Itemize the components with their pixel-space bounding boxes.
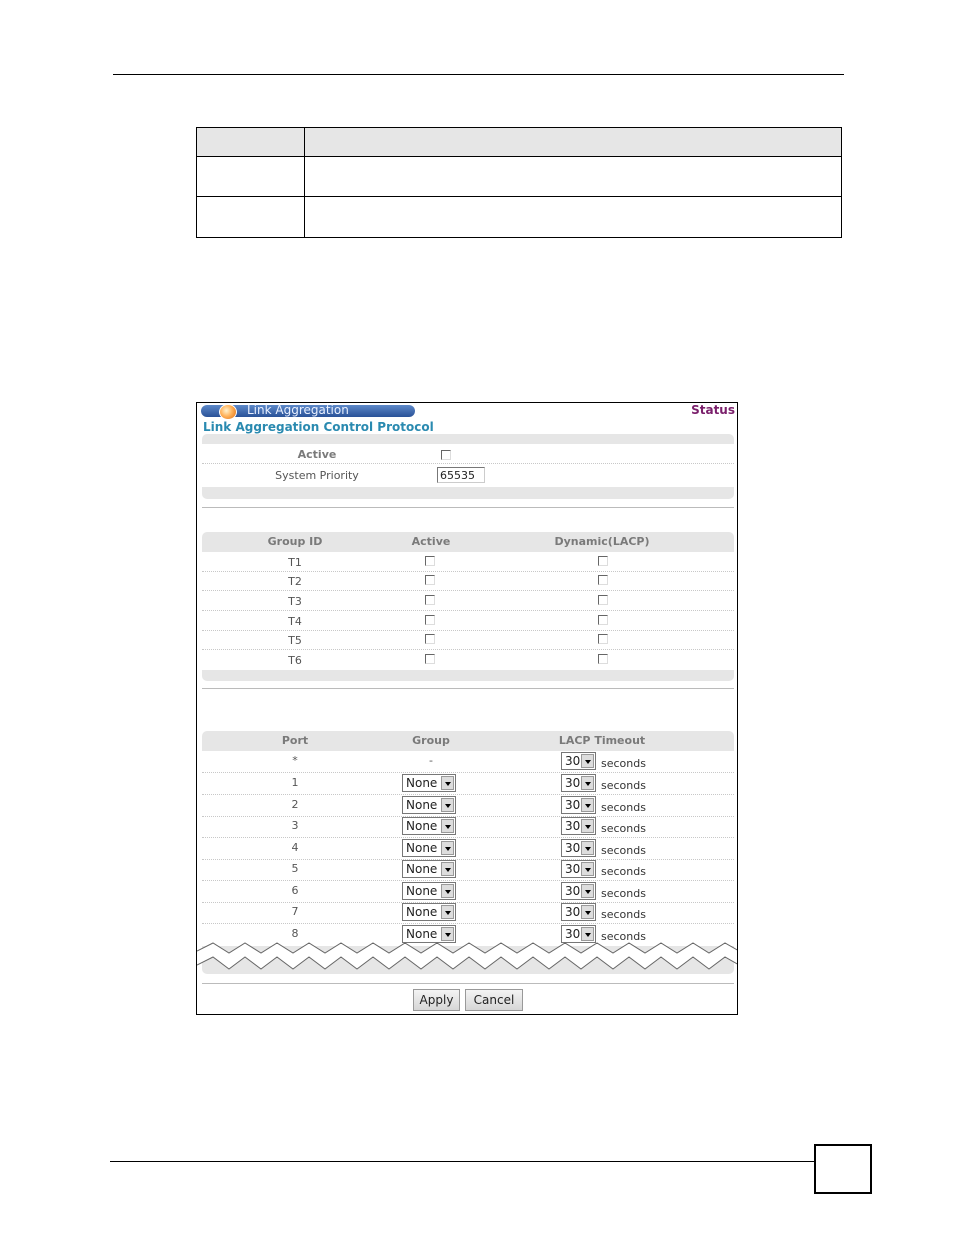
port-row — [202, 859, 734, 881]
group-select[interactable]: None — [402, 796, 456, 814]
group-id-header: Group ID — [267, 535, 323, 548]
status-link[interactable]: Status — [691, 403, 735, 417]
lacp-timeout-select[interactable]: 30 — [561, 903, 596, 921]
chevron-down-icon — [581, 776, 594, 790]
chevron-down-icon — [581, 905, 594, 919]
lacp-timeout-select[interactable]: 30 — [561, 752, 596, 770]
timeout-unit: seconds — [601, 908, 646, 921]
timeout-unit: seconds — [601, 757, 646, 770]
chevron-down-icon — [441, 862, 454, 876]
title-bar — [201, 405, 415, 417]
group-select[interactable]: None — [402, 925, 456, 943]
port-header: Port — [281, 734, 309, 747]
priority-row — [202, 464, 734, 487]
orb-icon — [219, 404, 237, 420]
lacp-timeout-select[interactable]: 30 — [561, 925, 596, 943]
torn-edge-break — [197, 941, 738, 975]
chevron-down-icon — [581, 841, 594, 855]
group-select[interactable]: None — [402, 882, 456, 900]
header-rule — [113, 74, 844, 75]
chevron-down-icon — [441, 927, 454, 941]
chevron-down-icon — [441, 776, 454, 790]
lacp-timeout-select[interactable]: 30 — [561, 817, 596, 835]
group-id: T4 — [288, 615, 302, 628]
group-active-checkbox[interactable] — [425, 634, 435, 644]
lacp-settings-panel — [202, 434, 734, 499]
group-id: T2 — [288, 575, 302, 588]
group-id: T5 — [288, 634, 302, 647]
group-dynamic-checkbox[interactable] — [598, 634, 608, 644]
group-select[interactable]: None — [402, 774, 456, 792]
group-select[interactable]: None — [402, 903, 456, 921]
lacp-timeout-select[interactable]: 30 — [561, 860, 596, 878]
port-number: 3 — [291, 819, 299, 832]
chevron-down-icon — [581, 819, 594, 833]
port-row — [202, 881, 734, 903]
screen-title: Link Aggregation — [247, 403, 349, 417]
group-id: T3 — [288, 595, 302, 608]
cancel-button[interactable]: Cancel — [465, 989, 523, 1011]
group-select[interactable]: None — [402, 860, 456, 878]
timeout-unit: seconds — [601, 887, 646, 900]
lacp-timeout-select[interactable]: 30 — [561, 882, 596, 900]
group-select[interactable]: None — [402, 817, 456, 835]
group-value: - — [429, 754, 433, 767]
group-dynamic-checkbox[interactable] — [598, 615, 608, 625]
port-row — [202, 795, 734, 817]
group-dynamic-checkbox[interactable] — [598, 575, 608, 585]
port-number: 7 — [291, 905, 299, 918]
group-row — [202, 552, 734, 572]
group-id: T1 — [288, 556, 302, 569]
lacp-active-checkbox[interactable] — [441, 450, 451, 460]
chevron-down-icon — [581, 798, 594, 812]
chevron-down-icon — [441, 819, 454, 833]
port-number: 6 — [291, 884, 299, 897]
timeout-unit: seconds — [601, 779, 646, 792]
group-active-checkbox[interactable] — [425, 615, 435, 625]
footer-rule — [110, 1161, 814, 1162]
doc-table-header — [197, 128, 841, 157]
group-id: T6 — [288, 654, 302, 667]
group-header: Group — [412, 734, 450, 747]
port-number: * — [292, 754, 298, 767]
timeout-unit: seconds — [601, 801, 646, 814]
group-active-checkbox[interactable] — [425, 556, 435, 566]
chevron-down-icon — [581, 927, 594, 941]
apply-button[interactable]: Apply — [413, 989, 460, 1011]
port-row — [202, 773, 734, 795]
timeout-unit: seconds — [601, 822, 646, 835]
port-row — [202, 838, 734, 860]
chevron-down-icon — [581, 862, 594, 876]
lacp-timeout-select[interactable]: 30 — [561, 774, 596, 792]
timeout-unit: seconds — [601, 865, 646, 878]
doc-table — [196, 127, 842, 238]
chevron-down-icon — [441, 884, 454, 898]
group-active-checkbox[interactable] — [425, 595, 435, 605]
group-row — [202, 630, 734, 650]
system-priority-input[interactable]: 65535 — [437, 467, 485, 483]
group-dynamic-checkbox[interactable] — [598, 654, 608, 664]
port-number: 2 — [291, 798, 299, 811]
port-row-all — [202, 751, 734, 773]
chevron-down-icon — [441, 798, 454, 812]
group-active-checkbox[interactable] — [425, 575, 435, 585]
chevron-down-icon — [581, 884, 594, 898]
group-active-checkbox[interactable] — [425, 654, 435, 664]
port-number: 4 — [291, 841, 299, 854]
group-row — [202, 571, 734, 591]
chevron-down-icon — [581, 754, 594, 768]
link-aggregation-screen — [196, 402, 738, 1015]
port-row — [202, 902, 734, 924]
group-select[interactable]: None — [402, 839, 456, 857]
lacp-subtitle: Link Aggregation Control Protocol — [203, 420, 434, 434]
active-label: Active — [297, 448, 337, 461]
group-dynamic-checkbox[interactable] — [598, 595, 608, 605]
lacp-timeout-select[interactable]: 30 — [561, 796, 596, 814]
active-row — [202, 444, 734, 464]
group-row — [202, 591, 734, 611]
page-number-box — [814, 1144, 872, 1194]
group-row — [202, 650, 734, 669]
chevron-down-icon — [441, 905, 454, 919]
lacp-timeout-select[interactable]: 30 — [561, 839, 596, 857]
priority-label: System Priority — [275, 469, 359, 482]
timeout-unit: seconds — [601, 844, 646, 857]
group-active-header: Active — [411, 535, 451, 548]
port-panel — [202, 731, 734, 974]
group-panel — [202, 532, 734, 681]
chevron-down-icon — [441, 841, 454, 855]
port-number: 8 — [291, 927, 299, 940]
port-number: 1 — [291, 776, 299, 789]
lacp-timeout-header: LACP Timeout — [558, 734, 646, 747]
port-number: 5 — [291, 862, 299, 875]
group-dynamic-header: Dynamic(LACP) — [554, 535, 650, 548]
group-row — [202, 611, 734, 631]
group-dynamic-checkbox[interactable] — [598, 556, 608, 566]
timeout-unit: seconds — [601, 930, 646, 943]
port-row — [202, 816, 734, 838]
